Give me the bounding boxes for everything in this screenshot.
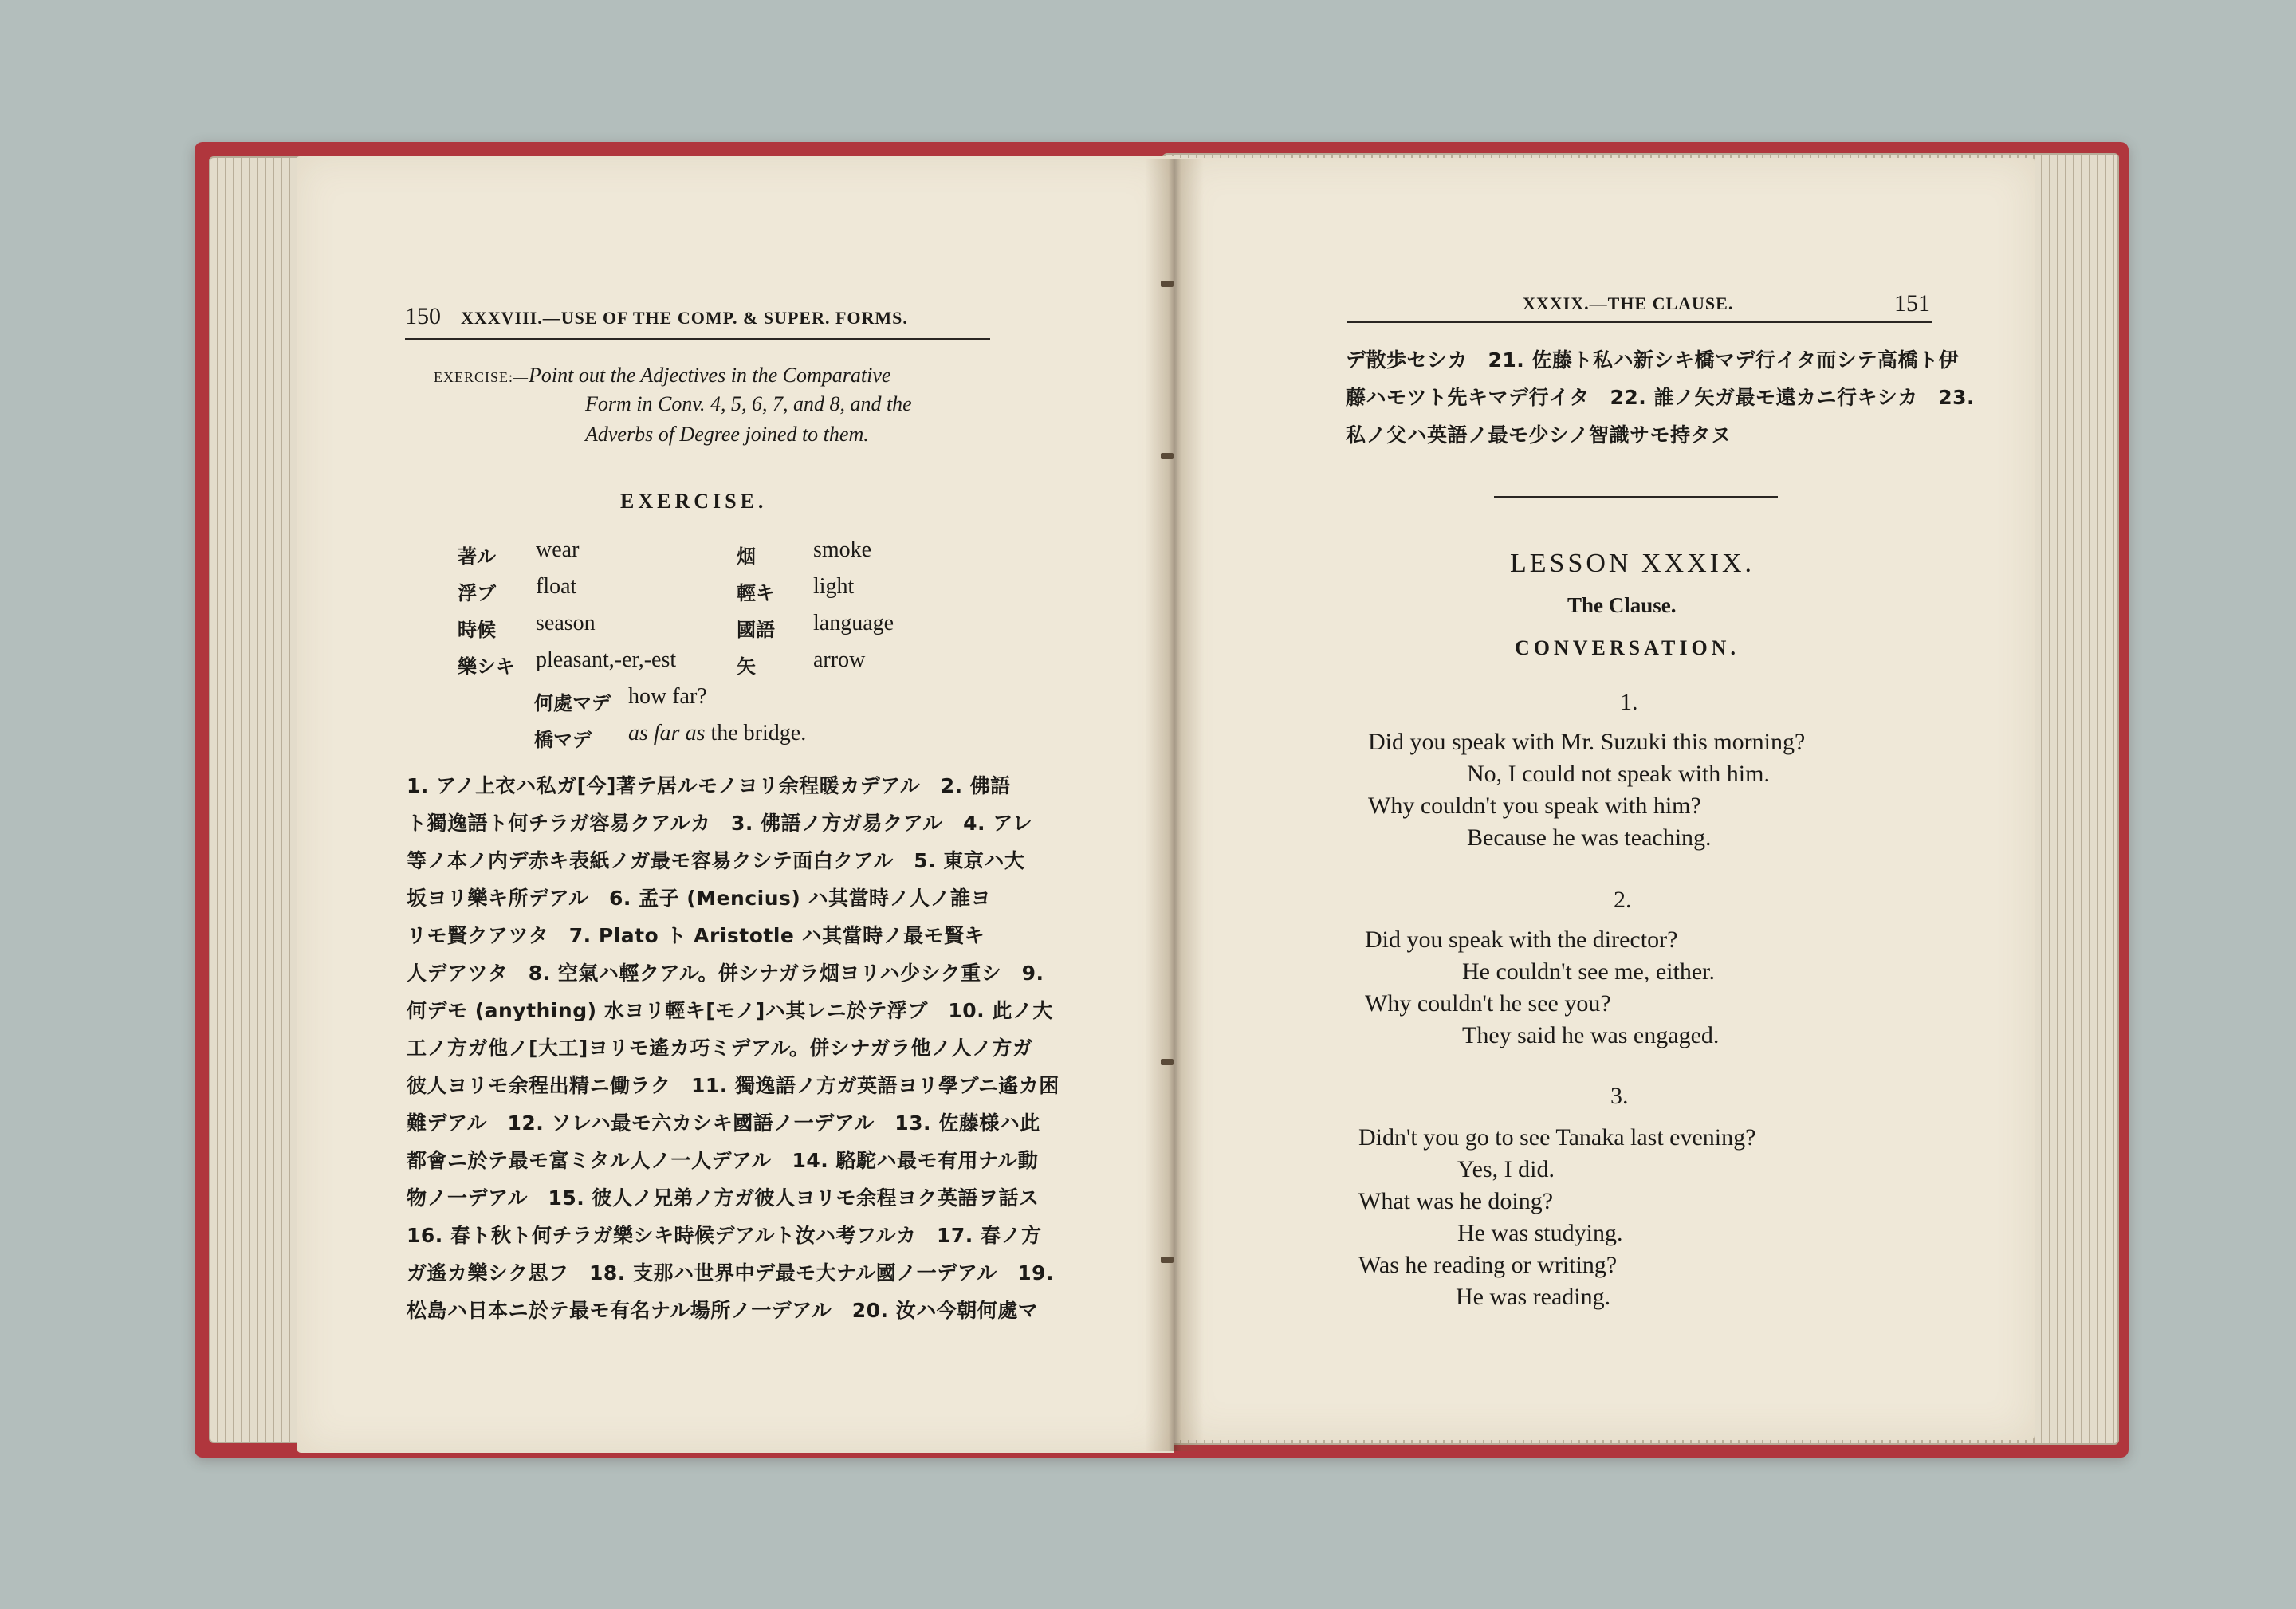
- vocab-ja: 樂シキ: [458, 655, 515, 678]
- running-head: XXXIX.—THE CLAUSE.: [1523, 293, 1734, 313]
- phrase-ja: 橋マデ: [534, 729, 592, 751]
- vocab-ja: 烟: [737, 545, 756, 568]
- vocab-en: smoke: [813, 537, 872, 562]
- conversation-line: Yes, I did.: [1457, 1156, 1555, 1182]
- text-line: ト獨逸語ト何チラガ容易クアルカ 3. 佛語ノ方ガ易クアル 4. アレ: [407, 812, 1033, 835]
- lesson-subtitle: The Clause.: [1567, 593, 1677, 617]
- text-line: 1. アノ上衣ハ私ガ[今]著テ居ルモノヨリ余程暖カデアル 2. 佛語: [407, 774, 1011, 797]
- section-heading: CONVERSATION.: [1515, 636, 1740, 659]
- header-rule: [1347, 321, 1932, 323]
- conversation-line: What was he doing?: [1358, 1188, 1554, 1214]
- header-rule: [405, 338, 990, 340]
- vocab-en: language: [813, 611, 894, 635]
- page-number: 150: [405, 303, 441, 329]
- conversation-line: They said he was engaged.: [1462, 1022, 1720, 1048]
- phrase-en-italic: as far as: [628, 721, 706, 745]
- text-line: 難デアル 12. ソレハ最モ六カシキ國語ノ一デアル 13. 佐藤様ハ此: [407, 1111, 1040, 1135]
- exercise-intro-text1: Point out the Adjectives in the Comparative: [529, 364, 891, 387]
- book-gutter: [1145, 159, 1204, 1451]
- conversation-line: Did you speak with Mr. Suzuki this morning?: [1368, 729, 1806, 755]
- page-number: 151: [1894, 290, 1930, 317]
- conversation-line: He was studying.: [1457, 1220, 1623, 1246]
- vocab-ja: 矢: [737, 655, 756, 678]
- right-page: [1177, 158, 2035, 1440]
- phrase-en: how far?: [628, 684, 707, 709]
- phrase-en-tail: the bridge.: [710, 721, 807, 745]
- text-line: 何デモ (anything) 水ヨリ輕キ[モノ]ハ其レニ於テ浮ブ 10. 此ノ大: [407, 999, 1053, 1022]
- exercise-intro-lead: EXERCISE:—: [434, 369, 529, 385]
- text-line: デ散歩セシカ 21. 佐藤ト私ハ新シキ橋マデ行イタ而シテ高橋ト伊: [1346, 348, 1959, 372]
- vocab-en: float: [536, 574, 577, 599]
- conversation-line: He couldn't see me, either.: [1462, 958, 1715, 985]
- text-line: 16. 春ト秋ト何チラガ樂シキ時候デアルト汝ハ考フルカ 17. 春ノ方: [407, 1224, 1042, 1247]
- conversation-line: Was he reading or writing?: [1358, 1252, 1618, 1278]
- vocab-en: light: [813, 574, 855, 599]
- vocab-ja: 國語: [737, 619, 775, 641]
- conversation-line: Because he was teaching.: [1467, 824, 1712, 851]
- text-line: 工ノ方ガ他ノ[大工]ヨリモ遙カ巧ミデアル。併シナガラ他ノ人ノ方ガ: [407, 1037, 1033, 1060]
- text-line: 藤ハモツト先キマデ行イタ 22. 誰ノ矢ガ最モ遠カニ行キシカ 23.: [1346, 386, 1976, 409]
- binding-stitch: [1161, 1257, 1174, 1263]
- vocab-ja: 時候: [458, 619, 496, 641]
- conversation-line: Didn't you go to see Tanaka last evening?: [1358, 1124, 1756, 1151]
- conversation-line: No, I could not speak with him.: [1467, 761, 1770, 787]
- binding-stitch: [1161, 1059, 1174, 1065]
- text-line: リモ賢クアツタ 7. Plato ト Aristotle ハ其當時ノ最モ賢キ: [407, 924, 985, 947]
- exercise-heading: EXERCISE.: [620, 490, 768, 513]
- exercise-intro-text2: Form in Conv. 4, 5, 6, 7, and 8, and the: [585, 392, 912, 415]
- binding-stitch: [1161, 453, 1174, 459]
- text-line: 私ノ父ハ英語ノ最モ少シノ智識サモ持タヌ: [1346, 423, 1732, 447]
- text-line: 人デアツタ 8. 空氣ハ輕クアル。併シナガラ烟ヨリハ少シク重シ 9.: [407, 962, 1044, 985]
- left-page: [297, 156, 1174, 1453]
- conversation-line: Why couldn't he see you?: [1365, 990, 1611, 1017]
- conversation-number: 2.: [1614, 887, 1632, 913]
- vocab-en: wear: [536, 537, 580, 562]
- exercise-intro-line3: [585, 419, 869, 450]
- vocab-ja: 浮ブ: [458, 582, 496, 604]
- vocab-ja: 著ル: [458, 545, 496, 568]
- phrase-en: [628, 721, 806, 746]
- text-line: 物ノ一デアル 15. 彼人ノ兄弟ノ方ガ彼人ヨリモ余程ヨク英語ヲ話ス: [407, 1186, 1040, 1210]
- exercise-intro-line2: [585, 389, 912, 420]
- text-line: 松島ハ日本ニ於テ最モ有名ナル場所ノ一デアル 20. 汝ハ今朝何處マ: [407, 1299, 1039, 1322]
- conversation-line: Why couldn't you speak with him?: [1368, 793, 1701, 819]
- vocab-en: arrow: [813, 647, 866, 672]
- text-line: 彼人ヨリモ余程出精ニ働ラク 11. 獨逸語ノ方ガ英語ヨリ學ブニ遙カ困: [407, 1074, 1060, 1097]
- binding-stitch: [1161, 281, 1174, 287]
- exercise-intro-line1: [434, 360, 890, 392]
- conversation-number: 1.: [1620, 689, 1638, 715]
- text-line: 都會ニ於テ最モ富ミタル人ノ一人デアル 14. 駱駝ハ最モ有用ナル動: [407, 1149, 1039, 1172]
- conversation-line: He was reading.: [1456, 1284, 1611, 1310]
- vocab-en: season: [536, 611, 596, 635]
- lesson-title: LESSON XXXIX.: [1510, 549, 1755, 578]
- text-line: 等ノ本ノ内デ赤キ表紙ノガ最モ容易クシテ面白クアル 5. 東京ハ大: [407, 849, 1025, 872]
- text-line: 坂ヨリ樂キ所デアル 6. 孟子 (Mencius) ハ其當時ノ人ノ誰ヨ: [407, 887, 992, 910]
- phrase-ja: 何處マデ: [534, 692, 611, 714]
- conversation-line: Did you speak with the director?: [1365, 926, 1678, 953]
- exercise-intro-text3: Adverbs of Degree joined to them.: [585, 423, 869, 446]
- running-head: XXXVIII.—USE OF THE COMP. & SUPER. FORMS.: [461, 308, 908, 328]
- section-divider: [1494, 496, 1778, 498]
- vocab-en: pleasant,-er,-est: [536, 647, 677, 672]
- conversation-number: 3.: [1610, 1083, 1629, 1109]
- text-line: ガ遙カ樂シク思フ 18. 支那ハ世界中デ最モ大ナル國ノ一デアル 19.: [407, 1261, 1055, 1284]
- vocab-ja: 輕キ: [737, 582, 775, 604]
